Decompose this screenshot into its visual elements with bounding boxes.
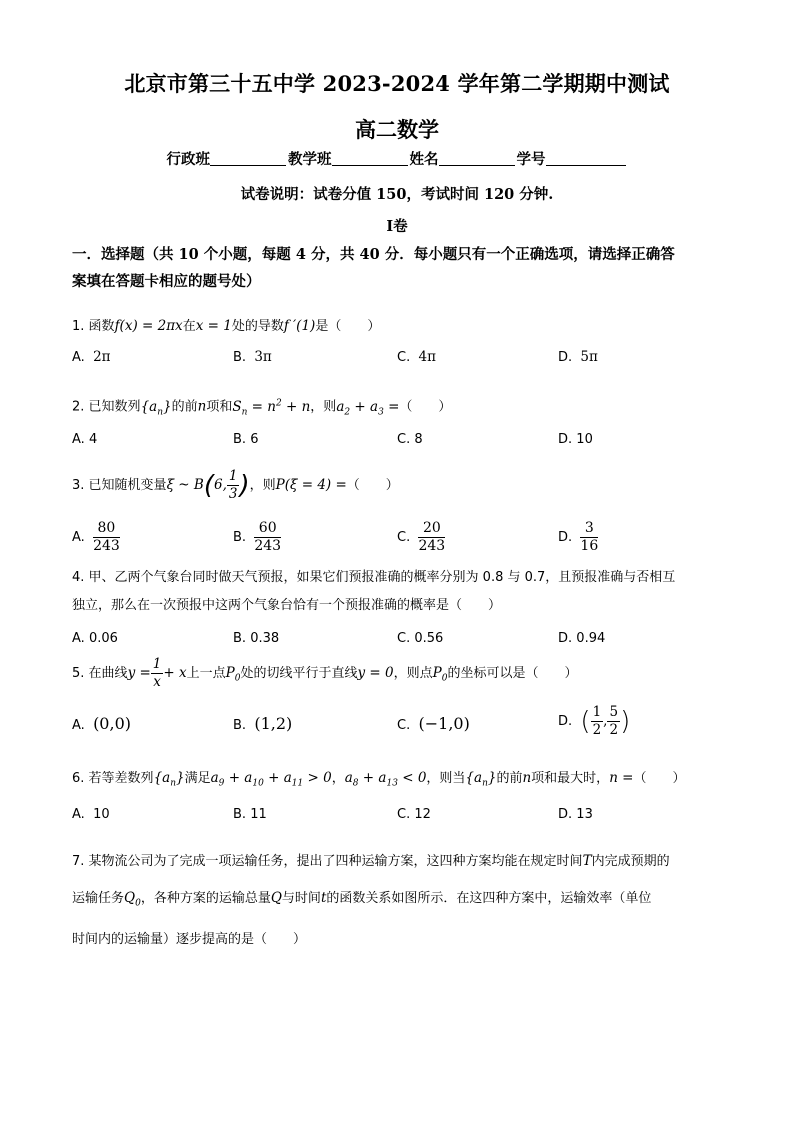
q6-option-c: C. 12 [397, 807, 431, 822]
math-expression: n [197, 398, 207, 415]
q2-option-b: B. 6 [233, 432, 259, 447]
question-text: ， [331, 771, 345, 786]
q2-option-c: C. 8 [397, 432, 423, 447]
field-teaching-class-blank [332, 151, 408, 166]
field-student-id-blank [546, 151, 626, 166]
question-text: 已知随机变量 [88, 478, 167, 493]
field-name-label: 姓名 [409, 151, 439, 168]
field-name-blank [439, 151, 515, 166]
question-2 [72, 390, 732, 425]
math-expression: y = 0 [357, 665, 394, 681]
q5-option-b: B. (1,2) [233, 714, 293, 733]
math-expression: $a_2 + a_3$ = [336, 398, 400, 418]
option-letter: B. [233, 350, 247, 365]
question-text: （ ） [399, 399, 452, 415]
field-teaching-class-label: 教学班 [288, 151, 332, 168]
question-text: 的坐标可以是（ ） [447, 666, 578, 681]
option-value: 2π [93, 349, 111, 365]
question-text: ，则 [249, 478, 276, 493]
question-6 [72, 765, 732, 797]
question-text: 在 [182, 319, 196, 334]
q4-option-d: D. 0.94 [558, 631, 606, 646]
q4-option-c: C. 0.56 [397, 631, 444, 646]
math-expression: $\{a_n\}$ [153, 770, 185, 789]
question-text: 项和最大时， [531, 771, 610, 786]
question-text: 运输任务$Q_0$，各种方案的运输总量Q与时间t的函数关系如图所示．在这四种方案中，运输效率（单位 [72, 890, 652, 909]
volume-label: Ⅰ卷 [386, 218, 408, 235]
option-value: 5π [580, 349, 598, 365]
q6-option-b: B. 11 [233, 807, 267, 822]
q3-option-b: B. $\frac{60}{243}$ [233, 520, 282, 554]
q1-option-a [72, 349, 111, 365]
question-7 [72, 843, 732, 958]
q3-option-c: C. $\frac{20}{243}$ [397, 520, 446, 554]
q1-option-c [397, 349, 436, 365]
question-text: 独立，那么在一次预报中这两个气象台恰有一个预报准确的概率是（ ） [72, 598, 502, 613]
math-expression: $a_8 + a_{13} < 0$ [344, 770, 427, 789]
question-text: 上一点 [186, 666, 226, 681]
question-text: ，则当 [426, 771, 466, 786]
question-4 [72, 564, 732, 620]
question-text: 的前 [171, 399, 198, 415]
math-expression: $P_0$ [432, 665, 448, 684]
question-number: 1. [72, 319, 85, 334]
q1-option-d [558, 349, 598, 365]
question-text: ，则点 [393, 666, 433, 681]
field-class-blank [210, 151, 286, 166]
math-expression: f(x) = 2πx [114, 318, 183, 334]
q6-option-a: A. 10 [72, 807, 110, 822]
question-text: （ ） [633, 771, 686, 786]
question-text: 在曲线 [88, 666, 128, 681]
math-expression: $\{a_n\}$ [140, 398, 172, 418]
question-text: （ ） [346, 478, 399, 493]
exam-title: 北京市第三十五中学 2023-2024 学年第二学期期中测试 [124, 71, 670, 96]
math-expression: y = $\frac{1}{x}$ + x [127, 656, 187, 690]
question-text: 的前 [496, 771, 523, 786]
math-expression: $S_n = n^2 + n$ [232, 398, 311, 418]
question-text: 4. 甲、乙两个气象台同时做天气预报，如果它们预报准确的概率分别为 0.8 与 0.7，且预报准确与否相互 [72, 570, 676, 585]
q2-option-a: A. 4 [72, 432, 98, 447]
section-heading [72, 241, 722, 295]
q2-option-d: D. 10 [558, 432, 593, 447]
question-text: 是（ ） [315, 319, 381, 334]
math-expression: ξ ~ B(6, $\frac{1}{3}$ ) [166, 468, 250, 502]
q4-option-a: A. 0.06 [72, 631, 118, 646]
exam-subtitle: 高二数学 [355, 117, 439, 142]
question-text: ，则 [310, 399, 337, 415]
math-expression: n [522, 770, 532, 786]
math-expression: $\{a_n\}$ [465, 770, 497, 789]
option-letter: A. [72, 350, 85, 365]
question-text: 若等差数列 [88, 771, 154, 786]
student-info-line [0, 148, 794, 169]
question-text: 项和 [206, 399, 233, 415]
math-expression: $P_0$ [225, 665, 241, 684]
q5-option-d: D. ( $\frac{1}{2}$ , $\frac{5}{2}$ ) [558, 704, 631, 738]
question-text: 7. 某物流公司为了完成一项运输任务，提出了四种运输方案，这四种方案均能在规定时间T内完成预期的 [72, 853, 670, 869]
question-5 [72, 656, 732, 692]
question-text: 已知数列 [88, 399, 141, 415]
question-number: 3. [72, 478, 85, 493]
question-number: 6. [72, 771, 85, 786]
question-number: 2. [72, 399, 85, 415]
option-value: 3π [254, 349, 272, 365]
option-value: 4π [418, 349, 436, 365]
q5-option-c: C. (−1,0) [397, 714, 470, 733]
math-expression: $a_9 + a_{10} + a_{11} > 0$ [210, 770, 332, 789]
math-expression: P(ξ = 4) = [275, 477, 347, 493]
option-letter: D. [558, 350, 573, 365]
q3-option-a: A. $\frac{80}{243}$ [72, 520, 120, 554]
question-1 [72, 313, 732, 340]
field-class-label: 行政班 [166, 151, 210, 168]
question-text: 满足 [184, 771, 211, 786]
math-expression: n = [609, 770, 634, 786]
q4-option-b: B. 0.38 [233, 631, 280, 646]
q1-option-b [233, 349, 272, 365]
section-heading-line1: 一．选择题（共 10 个小题，每题 4 分，共 40 分．每小题只有一个正确选项，请选择正确答 [72, 246, 675, 263]
exam-description: 试卷说明：试卷分值 150，考试时间 120 分钟. [240, 186, 554, 203]
field-student-id-label: 学号 [516, 151, 546, 168]
section-heading-line2: 案填在答题卡相应的题号处） [72, 273, 261, 290]
question-text: 时间内的运输量）逐步提高的是（ ） [72, 931, 307, 947]
question-text: 处的导数 [231, 319, 284, 334]
question-text: 函数 [88, 319, 115, 334]
question-text: 处的切线平行于直线 [240, 666, 358, 681]
math-expression: f ′(1) [283, 318, 316, 334]
q5-option-a: A. (0,0) [72, 714, 131, 733]
question-number: 5. [72, 666, 85, 681]
q6-option-d: D. 13 [558, 807, 593, 822]
question-3 [72, 468, 732, 503]
q3-option-d: D. $\frac{3}{16}$ [558, 520, 599, 554]
option-letter: C. [397, 350, 411, 365]
math-expression: x = 1 [195, 318, 232, 334]
